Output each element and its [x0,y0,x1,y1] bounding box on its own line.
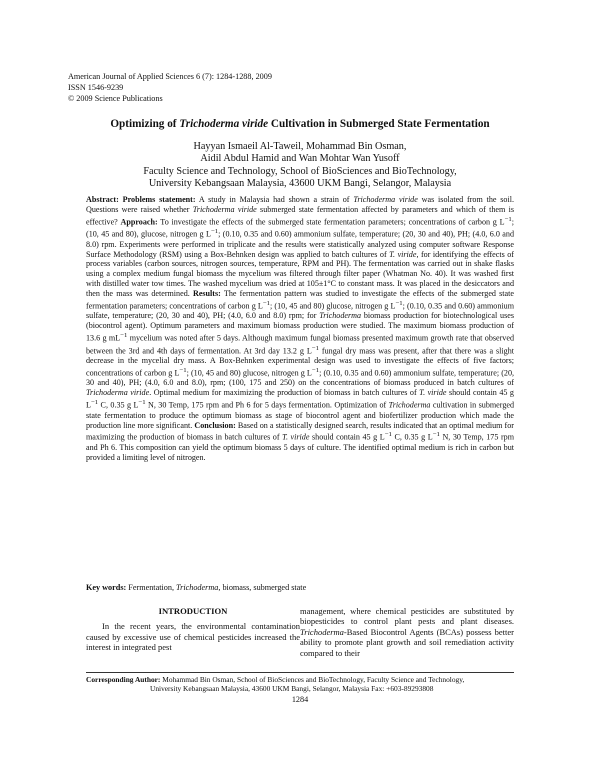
abstract-text: fungal dry mass was present, after that there was a slight decrease in the mycelial dry mass. A Box-Behnken experimental design was used to investigate the effects of five factors; concentrations of carbon g L [86,346,514,378]
keywords [86,583,514,593]
journal-copyright: © 2009 Science Publications [68,94,163,103]
abstract-text: ; (0.10, 0.35 and 0.60) ammonium sulfate, temperature; (20, 30 and 40), PH; (4.0, 6.0 and 8.0) rpm. Experiments were performed in triplicate and the results were statistically analyzed using computer software Response Surface Methodology (RSM) using a Box-Behnken design was applied to batch cultures of [86,229,514,259]
affiliation-line-1: Faculty Science and Technology, School of BioSciences and BioTechnology, [143,165,457,177]
abstract-label: Abstract: [86,195,119,204]
abstract-text: The fermentation pattern was studied to investigate the effects of the submerged state fermentation parameters; concentrations of carbon g L [86,288,514,311]
abstract-text: To investigate the effects of the submerged state fermentation parameters; concentrations of carbon g L [157,217,505,227]
abstract-text: N, 30 Temp, 175 rpm and Ph 6 for 5 days fermentation. Optimization of [145,400,389,410]
abstract-organism: T. viride [389,249,417,259]
problem-label: Problems statement: [122,195,196,204]
abstract-paragraph [86,195,514,463]
abstract-text: ; (0.10, 0.35 and 0.60) ammonium sulfate, temperature; (20, 30 and 40), PH; (4.0, 6.0 and 8.0) rpm; for [86,301,514,321]
authors-line-1: Hayyan Ismaeil Al-Taweil, Mohammad Bin Osman, [193,141,407,152]
abstract-text: submerged state fermentation affected by parameters and which of them is effective? [86,204,514,227]
superscript: −1 [90,399,99,407]
keyword-text: Fermentation, [126,583,177,592]
intro-right-text [300,606,514,658]
superscript: −1 [395,299,403,307]
author-block [40,141,560,191]
superscript: −1 [504,215,512,223]
corresponding-label: Corresponding Author: [86,675,161,684]
abstract-text: mycelium was noted after 5 days. Although maximum fungal biomass presented maximum growth rate that observed between the 3rd and 4th days of fermentation. At 3rd day 13.2 g L [86,333,514,356]
abstract-organism: Trichoderma viride [86,388,150,398]
results-label: Results: [192,288,221,298]
authors-line-2: Aidil Abdul Hamid and Wan Mohtar Wan Yusoff [200,153,400,165]
abstract-text: ; (10, 45 and 80), glucose, nitrogen g L [86,217,514,239]
abstract-text: ; (10, 45 and 80) glucose, nitrogen g L [186,368,312,378]
keywords-label: Key words: [86,583,127,592]
superscript: −1 [384,431,392,439]
abstract-text: ; (0.10, 0.35 and 0.60) ammonium sulfate, temperature; (20, 30 and 40), PH; (4.0, 6.0 and 8.0), rpm; (100, 175 and 250) on the concentrations of biomass produced in batch cultures of [86,368,515,388]
abstract-organism: Trichoderma [388,400,431,410]
superscript: −1 [210,228,219,236]
affiliation-line-2: University Kebangsaan Malaysia, 43600 UKM Bangi, Selangor, Malaysia [148,178,452,190]
journal-issn: ISSN 1546-9239 [68,83,124,92]
abstract-text: should contain 45 g L [86,388,514,410]
abstract-text: biomass production for biotechnological uses (biocontrol agent). Optimum parameters and maximum biomass production were studied. The maximum biomass production of 13.6 g mL [86,311,514,343]
abstract-text: should contain 45 g L [309,433,385,443]
conclusion-label: Conclusion: [194,420,236,430]
superscript: −1 [432,431,440,439]
keyword-organism: Trichoderma [176,583,219,592]
abstract-text: . Optimal medium for maximizing the production of biomass in batch cultures of [149,388,420,398]
title-organism: Trichoderma viride [179,118,269,130]
abstract-text: , for identifying the effects of process variables (carbon sources, nitrogen sources, temperature, RPM and PH). The fermentation was carried out in shake flasks using a complex medium fungal biomass the mycelium was filtered through filter paper (Whatman No. 40). It was washed first with distilled water tow times. The washed mycelium was dried at 105±1°C to constant mass. It was placed in the desiccators and then the mass was determined. [86,249,514,298]
keyword-text: , biomass, submerged state [218,583,307,592]
abstract-organism: Trichoderma [319,311,362,321]
abstract-text: ; (10, 45 and 80) glucose, nitrogen g L [270,301,396,311]
abstract [86,195,514,463]
intro-left-text: In the recent years, the environmental contamination caused by excessive use of chemical pesticides increased the interest in integrated pest [86,621,300,653]
abstract-text: was isolated from the soil. Questions were raised whether [86,195,515,214]
superscript: −1 [311,366,320,374]
title-prefix: Optimizing of [110,118,180,130]
journal-header [68,71,272,104]
abstract-text: A study in Malaysia had shown a strain of [195,195,354,204]
superscript: −1 [138,399,146,407]
intro-text: management, where chemical pesticides are substituted by biopesticides to control plant pests and plant diseases. [300,606,514,627]
corresponding-author [86,675,514,694]
footer-rule [86,672,514,673]
abstract-organism: Trichoderma viride [192,204,257,214]
superscript: −1 [120,332,128,340]
approach-label: Approach: [120,217,158,227]
abstract-organism: T. viride [419,388,447,398]
superscript: −1 [311,344,319,352]
corresponding-line-1: Mohammad Bin Osman, School of BioSciences and BioTechnology, Faculty Science and Technology, [160,675,465,684]
abstract-text: C, 0.35 g L [391,433,433,443]
abstract-organism: T. viride [282,433,310,443]
abstract-text: C, 0.35 g L [98,400,139,410]
intro-organism: Trichoderma [300,626,344,637]
abstract-text: N, 30 Temp, 175 rpm and Ph 6. This composition can yield the optimum biomass 5 days of culture. The identified optimal medium is rich in carbon but provided a limiting level of nitrogen. [86,433,514,462]
intro-heading: INTRODUCTION [158,606,228,616]
paper-title [40,117,560,131]
title-suffix: Cultivation in Submerged State Fermentation [268,118,490,130]
superscript: −1 [262,299,271,307]
superscript: −1 [179,366,187,374]
abstract-text: cultivation in submerged state fermentation to produce the optimum biomass as stage of biocontrol agent and biofertilizer production which made the production line more significant. [86,400,515,430]
journal-citation: American Journal of Applied Sciences 6 (7): 1284-1288, 2009 [68,72,272,81]
abstract-text: Based on a statistically designed search, results indicated that an optimal medium for maximizing the production of biomass in batch cultures of [86,420,514,443]
corresponding-line-2: University Kebangsaan Malaysia, 43600 UKM Bangi, Selangor, Malaysia Fax: +603-89293808 [150,684,434,694]
page-number: 1284 [291,695,309,704]
intro-right-column [300,606,514,658]
intro-left-column [86,604,300,653]
abstract-organism: Trichoderma viride [353,195,418,204]
intro-text: -Based Biocontrol Agents (BCAs) possess better ability to promote plant growth and soil remediation activity compared to their [300,626,514,658]
